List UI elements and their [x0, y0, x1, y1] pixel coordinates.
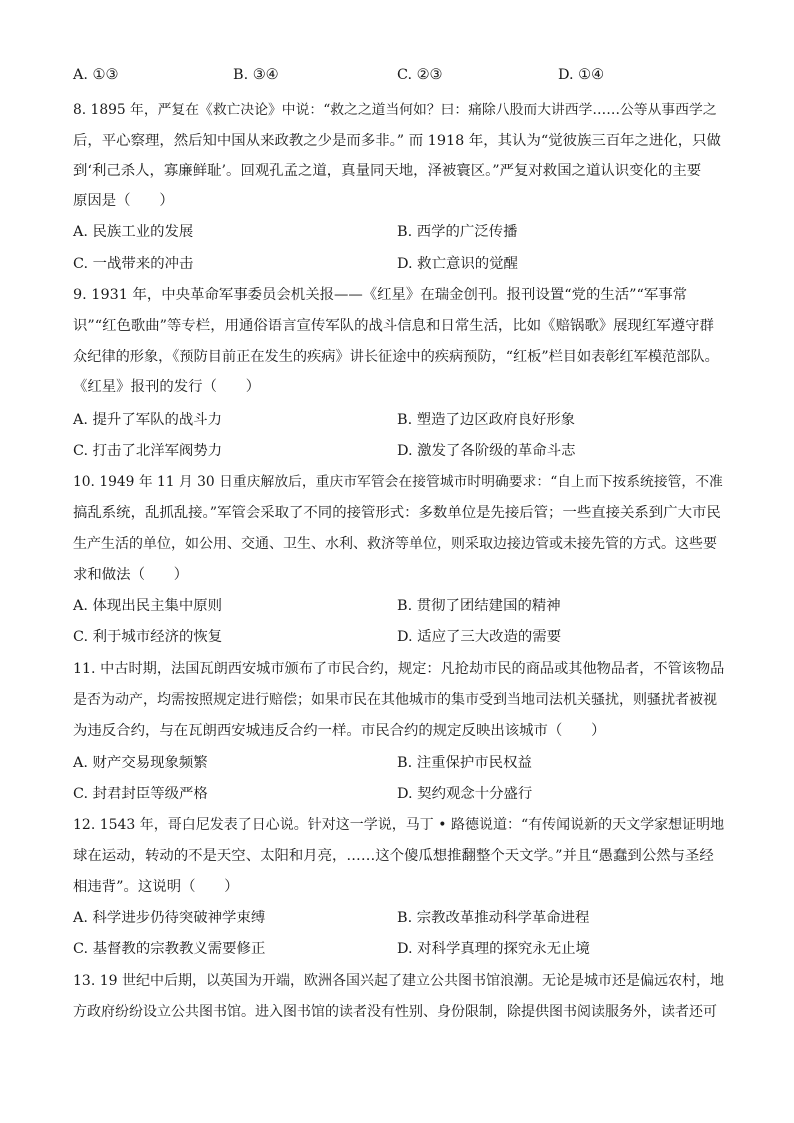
- q9-option-a: A. 提升了军队的战斗力: [73, 412, 223, 428]
- q9-stem-line: 识”“红色歌曲”等专栏，用通俗语言宣传军队的战斗信息和日常生活，比如《赔锅歌》展现红军遵守群: [73, 318, 714, 334]
- q12-stem-line: 球在运动，转动的不是天空、太阳和月亮，……这个傻瓜想推翻整个天文学。”并且“愚蠢到公然与圣经: [73, 848, 714, 864]
- q10-stem-line: 求和做法（ ）: [73, 567, 189, 583]
- q9-stem-line: 众纪律的形象，《预防目前正在发生的疾病》讲长征途中的疾病预防，“红板”栏目如表彰红军模范部队。: [73, 349, 719, 365]
- q8-stem-line: 原因是（ ）: [73, 193, 174, 209]
- q11-option-a: A. 财产交易现象频繁: [73, 755, 208, 771]
- q10-option-a: A. 体现出民主集中原则: [73, 598, 223, 614]
- q8-option-d: D. 救亡意识的觉醒: [397, 256, 518, 272]
- q8-option-b: B. 西学的广泛传播: [397, 224, 518, 240]
- q11-stem-line: 是否为动产，均需按照规定进行赔偿；如果市民在其他城市的集市受到当地司法机关骚扰，则骚扰者被视: [73, 692, 717, 708]
- q13-stem-line: 13. 19 世纪中后期，以英国为开端，欧洲各国兴起了建立公共图书馆浪潮。无论是城市还是偏远农村，地: [73, 973, 724, 989]
- prev-option-d: D. ①④: [558, 67, 604, 83]
- prev-option-b: B. ③④: [233, 67, 279, 83]
- q10-option-c: C. 利于城市经济的恢复: [73, 629, 223, 645]
- q11-stem-line: 为违反合约，与在瓦朗西安城违反合约一样。市民合约的规定反映出该城市（ ）: [73, 723, 606, 739]
- q9-option-b: B. 塑造了边区政府良好形象: [397, 412, 576, 428]
- q10-stem-line: 生产生活的单位，如公用、交通、卫生、水利、救济等单位，则采取边接边管或未接先管的方式。这些要: [73, 536, 717, 552]
- q9-option-d: D. 激发了各阶级的革命斗志: [397, 443, 576, 459]
- q12-option-c: C. 基督教的宗教教义需要修正: [73, 941, 266, 957]
- q9-stem-line: 9. 1931 年，中央革命军事委员会机关报——《红星》在瑞金创刊。报刊设置“党的生活”“军事常: [73, 287, 688, 303]
- q8-option-a: A. 民族工业的发展: [73, 224, 194, 240]
- q12-option-d: D. 对科学真理的探究永无止境: [397, 941, 590, 957]
- q12-stem-line: 相违背”。这说明（ ）: [73, 879, 239, 895]
- q9-option-c: C. 打击了北洋军阀势力: [73, 443, 223, 459]
- q8-stem-line: 到‘利己杀人，寡廉鲜耻’。回观孔孟之道，真量同天地，泽被寰区。”严复对救国之道认识变化的主要: [73, 163, 702, 179]
- q11-option-c: C. 封君封臣等级严格: [73, 786, 208, 802]
- q11-stem-line: 11. 中古时期，法国瓦朗西安城市颁布了市民合约，规定：凡抢劫市民的商品或其他物品者，不管该物品: [73, 661, 725, 677]
- q12-option-a: A. 科学进步仍待突破神学束缚: [73, 910, 266, 926]
- q11-option-b: B. 注重保护市民权益: [397, 755, 532, 771]
- q12-option-b: B. 宗教改革推动科学革命进程: [397, 910, 590, 926]
- q8-stem-line: 后，平心察理，然后知中国从来政教之少是而多非。” 而 1918 年，其认为“觉彼族三百年之进化，只做: [73, 133, 721, 149]
- prev-option-c: C. ②③: [397, 67, 443, 83]
- q10-option-b: B. 贯彻了团结建国的精神: [397, 598, 561, 614]
- q8-option-c: C. 一战带来的冲击: [73, 256, 194, 272]
- q10-option-d: D. 适应了三大改造的需要: [397, 629, 562, 645]
- q11-option-d: D. 契约观念十分盛行: [397, 786, 533, 802]
- q10-stem-line: 搞乱系统，乱抓乱接。”军管会采取了不同的接管形式：多数单位是先接后管；一些直接关系到广大市民: [73, 505, 721, 521]
- q10-stem-line: 10. 1949 年 11 月 30 日重庆解放后，重庆市军管会在接管城市时明确要求：“自上而下按系统接管，不准: [73, 474, 723, 490]
- q9-stem-line: 《红星》报刊的发行（ ）: [73, 379, 261, 395]
- q8-stem-line: 8. 1895 年，严复在《救亡决论》中说：“救之之道当何如？曰：痛除八股而大讲西学……公等从事西学之: [73, 102, 717, 118]
- q13-stem-line: 方政府纷纷设立公共图书馆。进入图书馆的读者没有性别、身份限制，除提供图书阅读服务外，读者还可: [73, 1004, 717, 1020]
- q12-stem-line: 12. 1543 年，哥白尼发表了日心说。针对这一学说，马丁 • 路德说道：“有传闻说新的天文学家想证明地: [73, 817, 725, 833]
- prev-option-a: A. ①③: [73, 67, 119, 83]
